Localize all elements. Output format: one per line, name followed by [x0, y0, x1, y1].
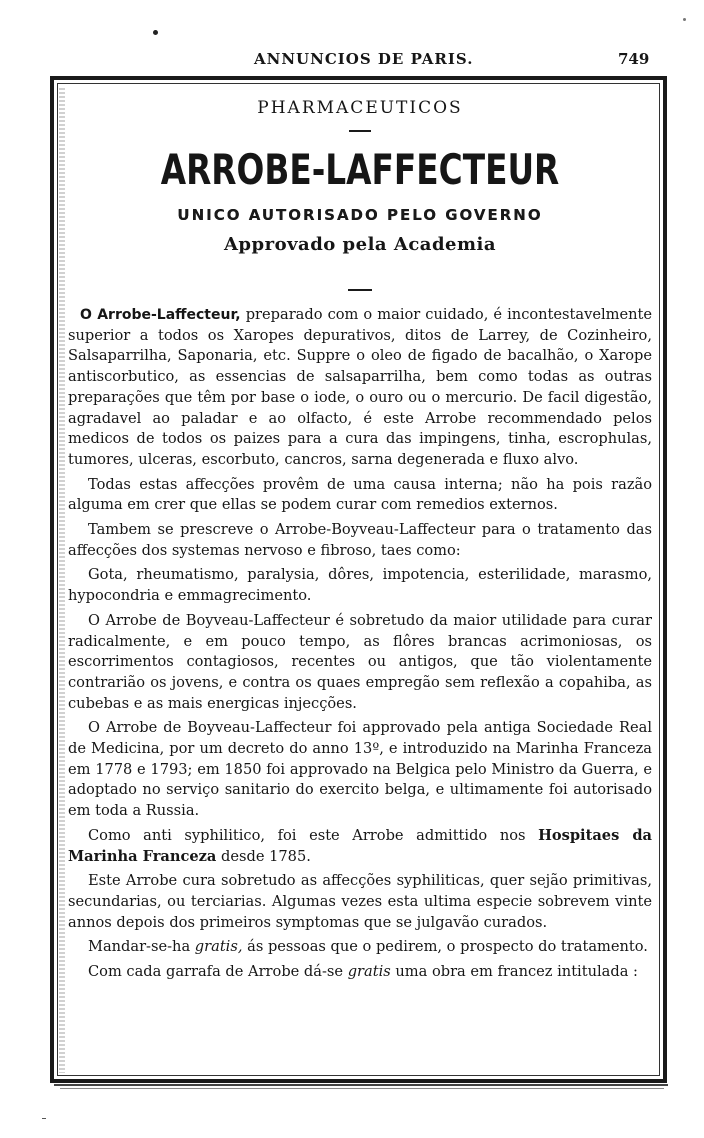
- emphasis-bold: Hospitaes da Marinha Franceza: [68, 826, 652, 865]
- paragraph-text: ás pessoas que o pedirem, o prospecto do tratamento.: [242, 938, 648, 956]
- advertisement-content: [68, 92, 652, 987]
- paragraph-text: uma obra em francez intitulada :: [390, 963, 638, 981]
- authorisation-line: UNICO AUTORISADO PELO GOVERNO: [177, 206, 543, 224]
- paragraph: Todas estas affecções provêm de uma causa interna; não ha pois razão alguma em crer que ellas se podem curar com remedios externos.: [68, 475, 652, 514]
- paragraph: [68, 962, 652, 983]
- running-head: ANNUNCIOS DE PARIS.: [254, 50, 474, 68]
- paragraph-text: Como anti syphilitico, foi este Arrobe admittido nos: [88, 826, 539, 844]
- paragraph: O Arrobe de Boyveau-Laffecteur é sobretudo da maior utilidade para curar radicalmente, e em pouco tempo, as flôres brancas acrimoniosas, os escorrimentos contagiosos, recentes ou antigos, que tão violentamente contrarião os jovens, e contra os quaes empregão sem reflexão a copahiba, as cubebas e as mais energicas injecções.: [68, 611, 652, 712]
- advertisement-body: [68, 305, 652, 983]
- divider-rule: [349, 130, 371, 132]
- lead-in: O Arrobe-Laffecteur,: [80, 307, 241, 323]
- speck: [683, 18, 686, 21]
- paragraph-text: preparado com o maior cuidado, é incontestavelmente superior a todos os Xaropes depurativos, ditos de Larrey, de Cozinheiro, Salsaparrilha, Saponaria, etc. Suppre o oleo de figado de bacalhão, o Xarope antiscorbutico, as essencias de salsaparrilha, bem como todas as outras preparações que têm por base o iode, o ouro ou o mercurio. De facil digestão, agradavel ao paladar e ao olfacto, é este Arrobe recommendado pelos medicos de todos os paizes para a cura das impingens, tinha, escrophulas, tumores, ulceras, escorbuto, cancros, sarna degenerada e fluxo alvo.: [68, 306, 653, 468]
- emphasis-italic: gratis: [347, 963, 391, 981]
- paragraph-text: Mandar-se-ha: [88, 938, 195, 956]
- product-title: ARROBE-LAFFECTEUR: [160, 145, 560, 194]
- paragraph: Gota, rheumatismo, paralysia, dôres, impotencia, esterilidade, marasmo, hypocondria e emmagrecimento.: [68, 566, 652, 605]
- paragraph: Este Arrobe cura sobretudo as affecções syphiliticas, quer sejão primitivas, secundarias, ou terciarias. Algumas vezes esta ultima especie sobrevem vinte annos depois dos primeiros symptomas que se julgavão curados.: [68, 872, 652, 931]
- paragraph: [68, 937, 652, 958]
- paragraph: O Arrobe de Boyveau-Laffecteur foi approvado pela antiga Sociedade Real de Medicina, por um decreto do anno 13º, e introduzido na Marinha Franceza em 1778 e 1793; em 1850 foi approvado na Belgica pelo Ministro da Guerra, e adoptado no serviço sanitario do exercito belga, e ultimamente foi autorisado em toda a Russia.: [68, 719, 652, 820]
- paragraph-intro: [68, 305, 652, 471]
- paragraph: [68, 826, 652, 867]
- frame-shading: [59, 88, 65, 1073]
- page-number: 749: [618, 50, 650, 68]
- section-heading: PHARMACEUTICOS: [257, 98, 463, 118]
- paragraph-text: Com cada garrafa de Arrobe dá-se: [88, 963, 348, 981]
- bottom-border-inner: [60, 1088, 664, 1089]
- bottom-border: [54, 1084, 668, 1086]
- speck: [42, 1118, 46, 1119]
- divider-rule: [348, 289, 372, 291]
- ink-dot: [153, 30, 158, 35]
- paragraph: Tambem se prescreve o Arrobe-Boyveau-Laffecteur para o tratamento das affecções dos systemas nervoso e fibroso, taes como:: [68, 521, 652, 559]
- emphasis-italic: gratis,: [194, 938, 243, 956]
- approval-line: Approvado pela Academia: [223, 234, 497, 255]
- paragraph-text: desde 1785.: [216, 847, 311, 865]
